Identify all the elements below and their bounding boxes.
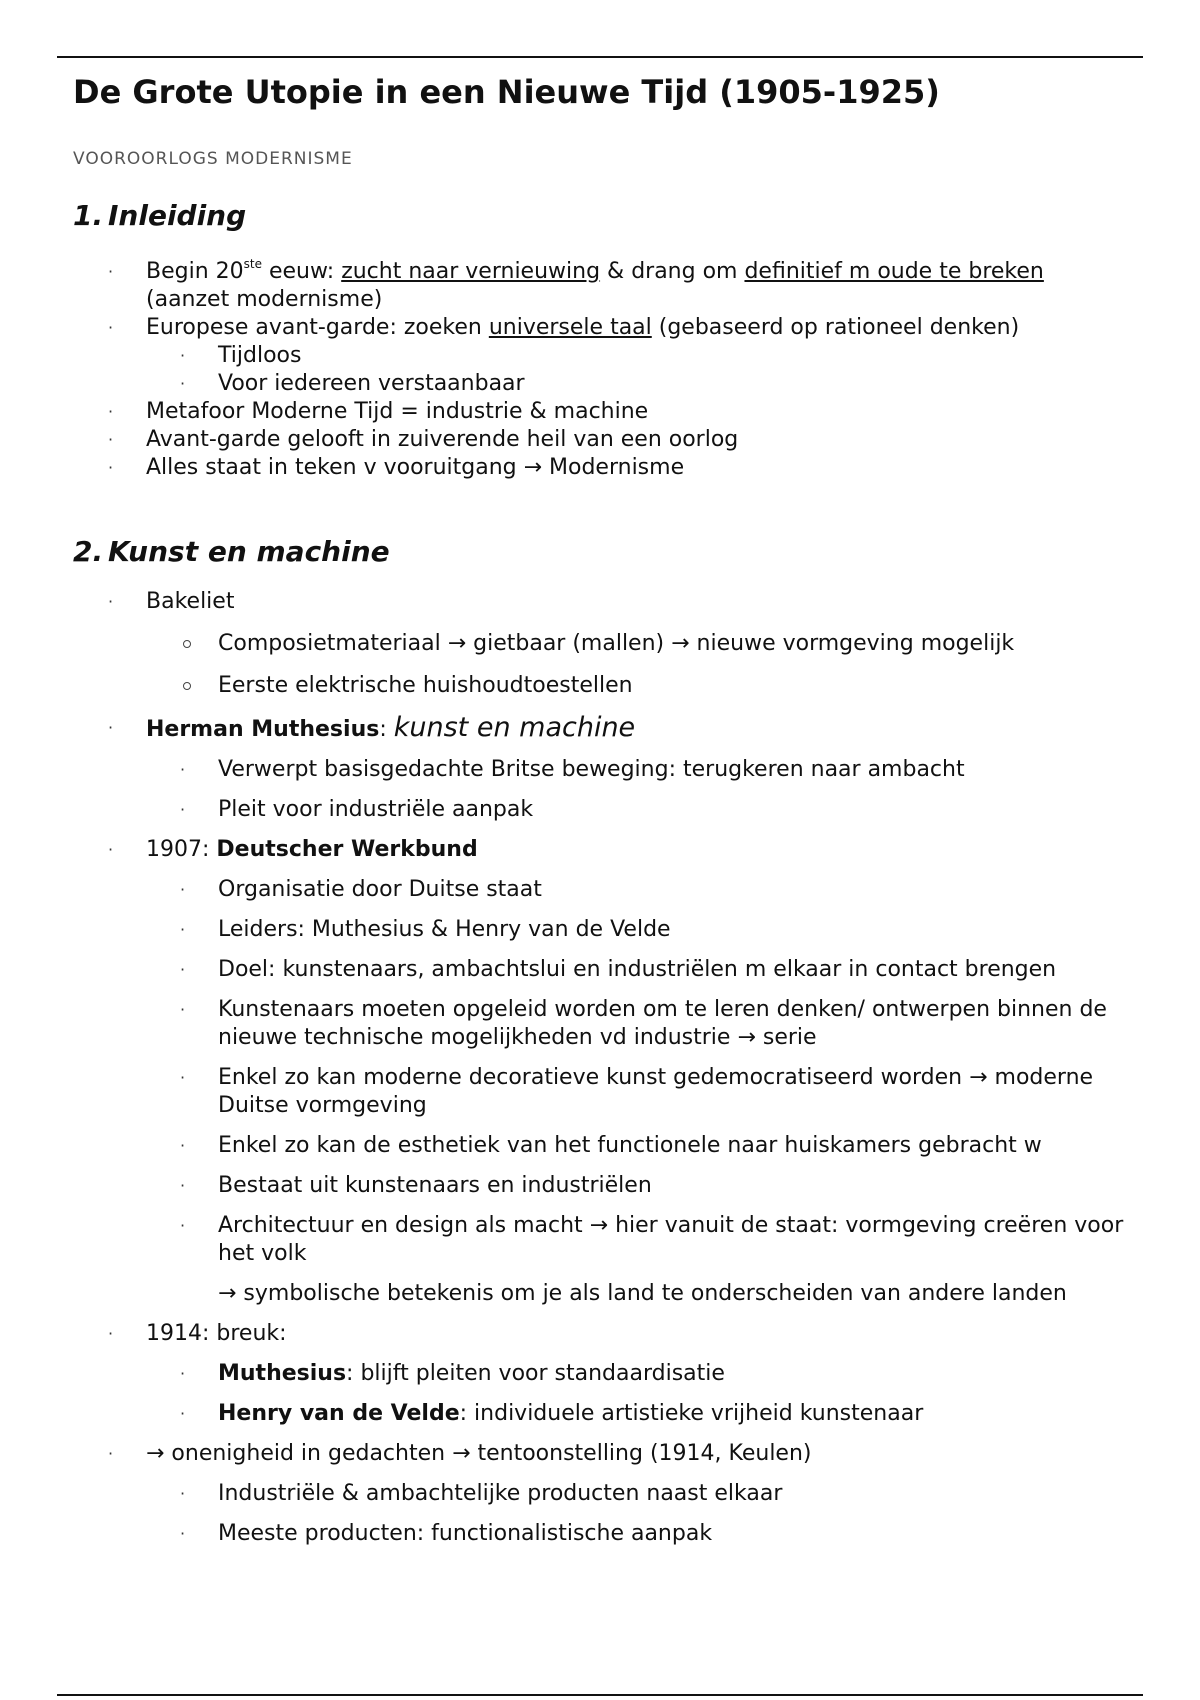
list-item-continuation: → symbolische betekenis om je als land te onderscheiden van andere landen: [218, 1281, 1067, 1306]
document-title: De Grote Utopie in een Nieuwe Tijd (1905-1925): [73, 73, 940, 111]
list-item: · Avant-garde gelooft in zuiverende heil van een oorlog: [108, 427, 739, 452]
list-item: · Bestaat uit kunstenaars en industriëlen: [180, 1173, 652, 1198]
bullet-icon: ·: [180, 1484, 186, 1503]
bullet-icon: ·: [180, 760, 186, 779]
kunst-en-machine-list: [73, 588, 1133, 1548]
bullet-icon: ·: [108, 430, 114, 449]
list-item: · Verwerpt basisgedachte Britse beweging: terugkeren naar ambacht: [180, 757, 965, 782]
list-item: · Kunstenaars moeten opgeleid worden om te leren denken/ ontwerpen binnen de nieuwe technische mogelijkheden vd industrie → serie: [180, 997, 1107, 1050]
document-page: [73, 70, 1133, 1560]
list-item: · Henry van de Velde: individuele artistieke vrijheid kunstenaar: [180, 1401, 924, 1426]
list-item: · Architectuur en design als macht → hier vanuit de staat: vormgeving creëren voor het volk: [180, 1213, 1124, 1266]
bullet-icon: ·: [108, 402, 114, 421]
bullet-icon: ·: [180, 960, 186, 979]
bullet-icon: ·: [180, 1000, 186, 1019]
top-rule: [57, 56, 1143, 58]
list-item: · 1907: Deutscher Werkbund: [108, 837, 478, 862]
section-heading-kunst-en-machine: [73, 534, 1133, 570]
list-item: · Europese avant-garde: zoeken universele taal (gebaseerd op rationeel denken): [108, 315, 1020, 340]
list-item: · Organisatie door Duitse staat: [180, 877, 542, 902]
bullet-icon: ·: [108, 458, 114, 477]
bullet-icon: ·: [180, 1068, 186, 1087]
bullet-icon: ·: [180, 1364, 186, 1383]
document-subtitle: VOOROORLOGS MODERNISME: [73, 149, 353, 169]
bullet-icon: ·: [180, 346, 186, 365]
list-item: · Tijdloos: [180, 343, 302, 368]
list-item: · Doel: kunstenaars, ambachtslui en industriëlen m elkaar in contact brengen: [180, 957, 1057, 982]
list-item: · Muthesius: blijft pleiten voor standaardisatie: [180, 1361, 725, 1386]
list-item: · Alles staat in teken v vooruitgang → Modernisme: [108, 455, 685, 480]
inleiding-list: [73, 258, 1133, 482]
list-item: · → onenigheid in gedachten → tentoonstelling (1914, Keulen): [108, 1441, 812, 1466]
circle-bullet-icon: [183, 640, 191, 648]
list-item: · Meeste producten: functionalistische aanpak: [180, 1521, 713, 1546]
bullet-icon: ·: [108, 840, 114, 859]
bullet-icon: ·: [180, 1136, 186, 1155]
section-title: Inleiding: [108, 199, 247, 232]
list-item: · Metafoor Moderne Tijd = industrie & machine: [108, 399, 649, 424]
bullet-icon: ·: [180, 374, 186, 393]
section-heading-inleiding: [73, 198, 1133, 234]
bullet-icon: ·: [180, 1176, 186, 1195]
list-item: Composietmateriaal → gietbaar (mallen) → nieuwe vormgeving mogelijk: [73, 630, 1133, 658]
list-item: · Pleit voor industriële aanpak: [180, 797, 534, 822]
list-item: · Herman Muthesius: kunst en machine: [108, 712, 636, 743]
list-item: Eerste elektrische huishoudtoestellen: [73, 672, 1133, 700]
section-number: 2.: [73, 535, 104, 568]
list-item: · Leiders: Muthesius & Henry van de Velde: [180, 917, 671, 942]
bullet-icon: ·: [108, 1444, 114, 1463]
list-item: · 1914: breuk:: [108, 1321, 287, 1346]
bullet-icon: ·: [180, 1216, 186, 1235]
bullet-icon: ·: [180, 1404, 186, 1423]
bullet-icon: ·: [180, 800, 186, 819]
bullet-icon: ·: [108, 592, 114, 611]
list-item: · Voor iedereen verstaanbaar: [180, 371, 525, 396]
bullet-icon: ·: [180, 920, 186, 939]
list-item: · Enkel zo kan de esthetiek van het functionele naar huiskamers gebracht w: [180, 1133, 1042, 1158]
bullet-icon: ·: [108, 262, 114, 281]
list-item: · Bakeliet: [108, 589, 235, 614]
bullet-icon: ·: [180, 880, 186, 899]
list-item: · Begin 20ste eeuw: zucht naar vernieuwing & drang om definitief m oude te breken (aanzet modernisme): [108, 257, 1044, 312]
bullet-icon: ·: [108, 718, 114, 737]
bullet-icon: ·: [108, 1324, 114, 1343]
bullet-icon: ·: [108, 318, 114, 337]
circle-bullet-icon: [183, 682, 191, 690]
list-item: · Enkel zo kan moderne decoratieve kunst gedemocratiseerd worden → moderne Duitse vormgeving: [180, 1065, 1094, 1118]
section-title: Kunst en machine: [108, 535, 390, 568]
section-number: 1.: [73, 199, 104, 232]
list-item: · Industriële & ambachtelijke producten naast elkaar: [180, 1481, 783, 1506]
bullet-icon: ·: [180, 1524, 186, 1543]
bottom-rule: [57, 1694, 1143, 1696]
